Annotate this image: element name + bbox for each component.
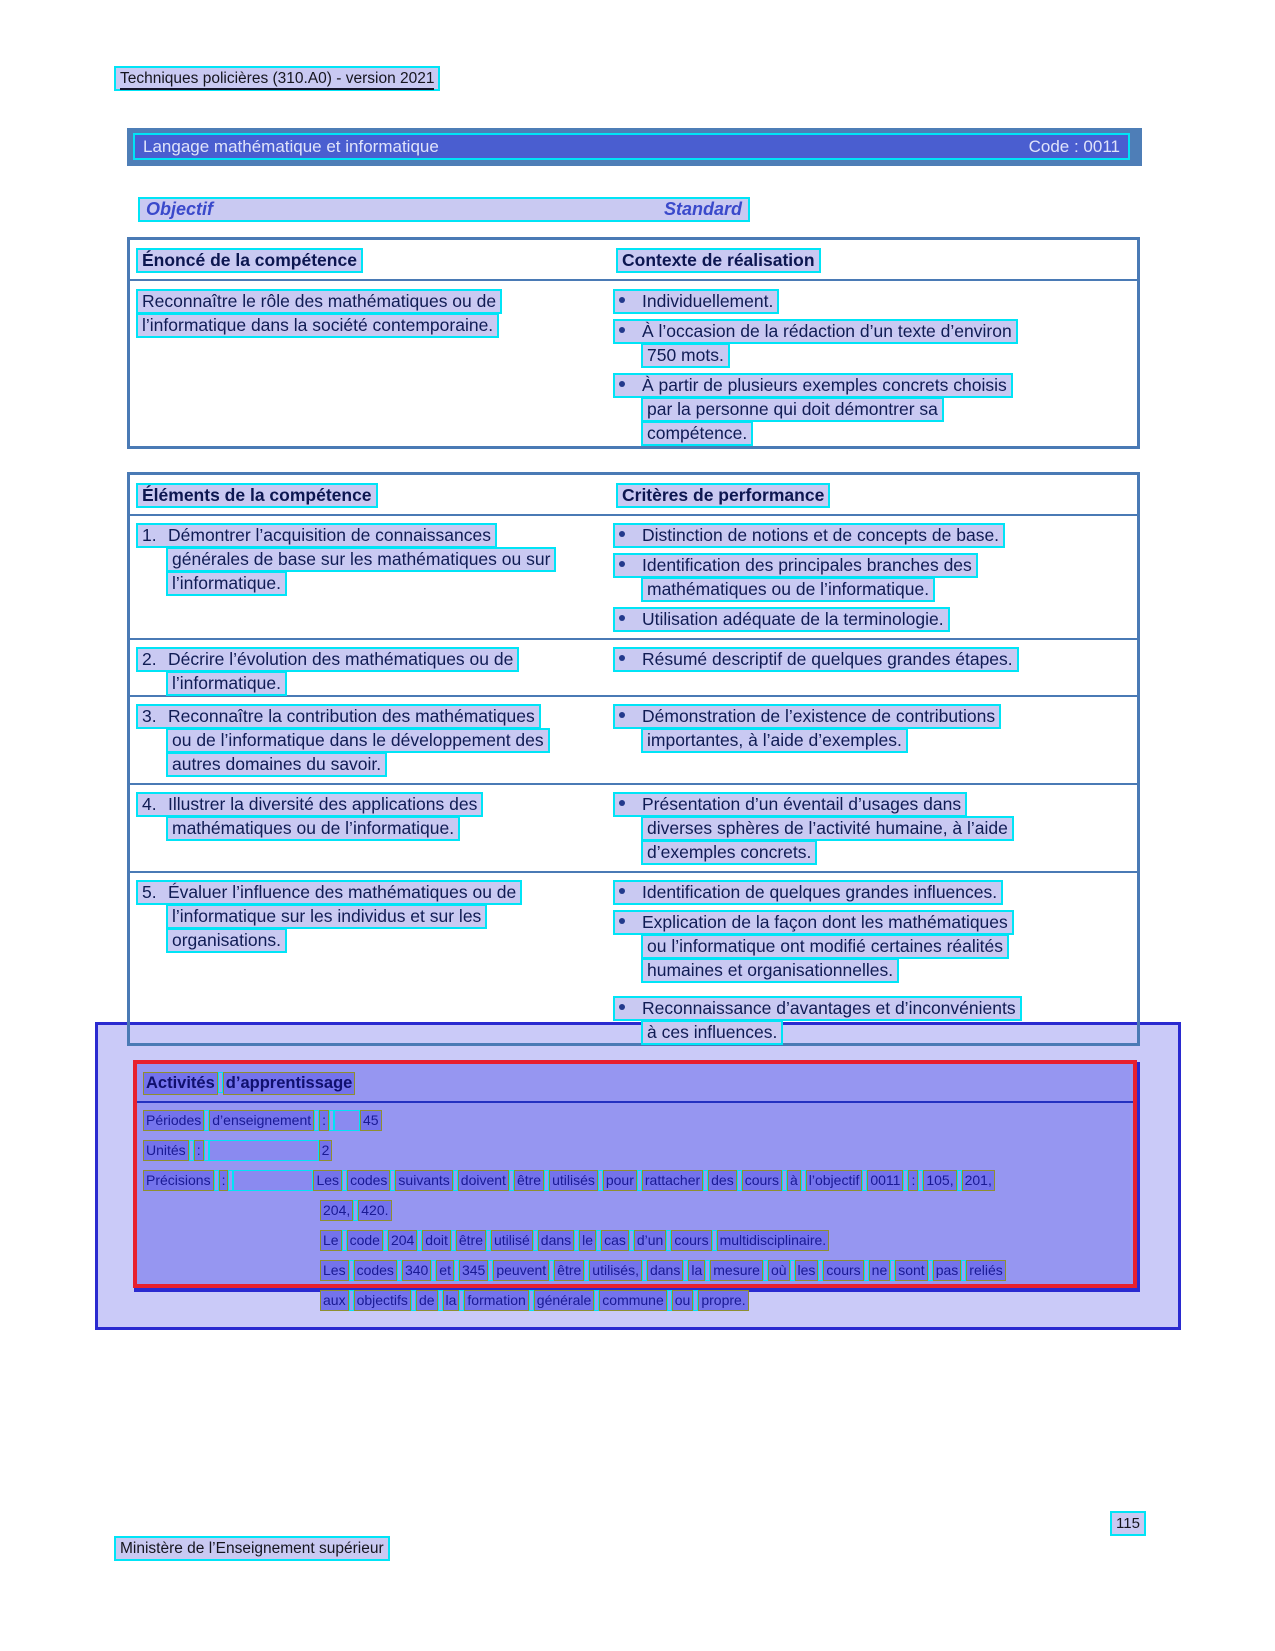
word-box: utilisés,	[589, 1260, 642, 1281]
highlighted-line: Reconnaître le rôle des mathématiques ou de	[136, 289, 502, 314]
highlighted-line: À partir de plusieurs exemples concrets choisis	[613, 373, 1013, 398]
item-number: 5.	[142, 882, 157, 902]
criteria-line	[641, 397, 1137, 421]
criteres-header: Critères de performance	[616, 483, 830, 508]
criteria-line	[613, 319, 1137, 343]
activities-cont-line	[320, 1260, 1127, 1283]
highlighted-line: d’exemples concrets.	[641, 840, 817, 865]
enonce-table-body	[130, 281, 1137, 451]
highlighted-line: 4. Illustrer la diversité des applications des	[136, 792, 483, 817]
activities-cont-line	[320, 1230, 1127, 1253]
tab-gap-box	[233, 1170, 313, 1191]
highlighted-line: l’informatique.	[166, 671, 287, 696]
criteria-line	[613, 792, 1137, 816]
highlighted-line: l’informatique sur les individus et sur les	[166, 904, 487, 929]
element-cell	[130, 523, 613, 638]
word-box: Unités	[143, 1140, 189, 1161]
activities-cont-line	[320, 1290, 1127, 1313]
activities-title	[137, 1064, 1133, 1103]
element-line	[136, 792, 613, 816]
criteria-line	[641, 1020, 1137, 1044]
criteres-header-cell	[616, 483, 1137, 508]
bullet-group	[613, 553, 1137, 601]
highlighted-line: à ces influences.	[641, 1020, 783, 1045]
criteria-line	[613, 880, 1137, 904]
criteria-line	[613, 289, 1137, 313]
word-box: code	[347, 1230, 383, 1251]
activities-cont-line	[320, 1200, 1127, 1223]
element-cell	[130, 704, 613, 783]
word-box: la	[688, 1260, 705, 1281]
word-box: pour	[603, 1170, 637, 1191]
word-box: des	[708, 1170, 737, 1191]
highlighted-line: 5. Évaluer l’influence des mathématiques ou de	[136, 880, 522, 905]
course-code: Code : 0011	[1028, 136, 1120, 156]
enonce-header: Énoncé de la compétence	[136, 248, 363, 273]
table-row	[130, 695, 1137, 783]
word-box: utilisé	[491, 1230, 533, 1251]
word-box: être	[554, 1260, 584, 1281]
footer-text: Ministère de l’Enseignement supérieur	[114, 1536, 390, 1561]
highlighted-line: Identification des principales branches des	[613, 553, 978, 578]
bullet-group	[613, 910, 1137, 982]
word-box: d’apprentissage	[223, 1072, 356, 1095]
highlighted-line: 1. Démontrer l’acquisition de connaissances	[136, 523, 497, 548]
word-box: mesure	[710, 1260, 763, 1281]
bullet-group	[613, 704, 1137, 752]
word-box: être	[514, 1170, 544, 1191]
bullet-icon	[619, 561, 625, 567]
word-box: :	[908, 1170, 918, 1191]
highlighted-line: ou de l’informatique dans le développement des	[166, 728, 550, 753]
word-box: objectifs	[354, 1290, 411, 1311]
activities-row	[143, 1170, 1127, 1193]
highlighted-line: diverses sphères de l’activité humaine, à l’aide	[641, 816, 1014, 841]
element-line	[136, 523, 613, 547]
table-row	[130, 516, 1137, 638]
elements-header: Éléments de la compétence	[136, 483, 378, 508]
bullet-icon	[619, 1004, 625, 1010]
element-line	[166, 904, 613, 928]
highlighted-line: mathématiques ou de l’informatique.	[641, 577, 935, 602]
word-box: suivants	[395, 1170, 452, 1191]
word-box: la	[443, 1290, 460, 1311]
running-header-text: Techniques policières (310.A0) - version 2021	[120, 70, 434, 90]
page-number: 115	[1110, 1511, 1146, 1536]
bullet-group	[613, 523, 1137, 547]
word-box: générale	[534, 1290, 595, 1311]
word-box: ne	[869, 1260, 891, 1281]
tab-gap-box	[334, 1110, 360, 1131]
bullet-icon	[619, 615, 625, 621]
word-box: 0011	[867, 1170, 903, 1191]
element-line	[166, 547, 613, 571]
tab-gap-box	[209, 1140, 319, 1161]
running-header	[114, 66, 440, 91]
bullet-group	[613, 647, 1137, 671]
word-box: les	[795, 1260, 819, 1281]
elements-header-cell	[136, 483, 616, 508]
criteria-line	[641, 840, 1137, 864]
highlighted-line: Individuellement.	[613, 289, 779, 314]
word-box: utilisés	[549, 1170, 598, 1191]
activities-box	[133, 1060, 1137, 1308]
criteria-line	[613, 607, 1137, 631]
criteria-line	[641, 958, 1137, 982]
highlighted-line: Présentation d’un éventail d’usages dans	[613, 792, 967, 817]
word-box: 204	[388, 1230, 417, 1251]
highlighted-line: Reconnaissance d’avantages et d’inconvénients	[613, 996, 1022, 1021]
word-box: 201,	[962, 1170, 995, 1191]
highlighted-line: Résumé descriptif de quelques grandes étapes.	[613, 647, 1019, 672]
separator-box: :	[194, 1140, 204, 1161]
criteria-cell	[613, 647, 1137, 695]
word-box: pas	[933, 1260, 962, 1281]
competence-statement	[130, 289, 613, 451]
highlighted-line: Distinction de notions et de concepts de base.	[613, 523, 1005, 548]
criteria-line	[641, 577, 1137, 601]
word-box: 345	[459, 1260, 488, 1281]
word-box: 204,	[320, 1200, 353, 1221]
word-box: commune	[599, 1290, 666, 1311]
word-box: le	[579, 1230, 596, 1251]
criteria-line	[613, 373, 1137, 397]
table-row	[130, 783, 1137, 871]
word-box: et	[436, 1260, 454, 1281]
highlighted-line: mathématiques ou de l’informatique.	[166, 816, 460, 841]
word-box: sont	[895, 1260, 927, 1281]
highlighted-line: l’informatique dans la société contemporaine.	[136, 313, 499, 338]
criteria-line	[613, 647, 1137, 671]
separator-box: :	[219, 1170, 229, 1191]
criteria-line	[613, 553, 1137, 577]
activities-row	[143, 1140, 1127, 1163]
word-box: reliés	[966, 1260, 1005, 1281]
bullet-icon	[619, 712, 625, 718]
criteria-line	[613, 704, 1137, 728]
title-banner	[127, 128, 1142, 166]
highlighted-line: Explication de la façon dont les mathématiques	[613, 910, 1014, 935]
elements-table-header	[130, 475, 1137, 516]
highlighted-line: 2. Décrire l’évolution des mathématiques ou de	[136, 647, 519, 672]
bullet-group	[613, 792, 1137, 864]
element-line	[136, 704, 613, 728]
word-box: 340	[402, 1260, 431, 1281]
word-box: où	[768, 1260, 790, 1281]
word-box: dans	[647, 1260, 683, 1281]
item-number: 1.	[142, 525, 157, 545]
highlighted-line: importantes, à l’aide d’exemples.	[641, 728, 908, 753]
criteria-line	[613, 996, 1137, 1020]
criteria-line	[641, 816, 1137, 840]
bullet-icon	[619, 297, 625, 303]
title-banner-highlight	[133, 133, 1130, 160]
highlighted-line: compétence.	[641, 421, 753, 446]
criteria-cell	[613, 523, 1137, 638]
course-title: Langage mathématique et informatique	[143, 136, 439, 156]
word-box: Les	[320, 1260, 349, 1281]
table-row	[130, 638, 1137, 695]
word-box: 45	[360, 1110, 382, 1131]
item-number: 2.	[142, 649, 157, 669]
element-line	[166, 816, 613, 840]
highlighted-line: Démonstration de l’existence de contributions	[613, 704, 1001, 729]
contexte-header-cell	[616, 248, 1137, 273]
section-headings	[138, 197, 750, 222]
bullet-group	[613, 373, 1137, 445]
criteria-cell	[613, 704, 1137, 783]
word-box: d’un	[634, 1230, 666, 1251]
activities-row	[143, 1110, 1127, 1133]
highlighted-line: organisations.	[166, 928, 287, 953]
word-box: Les	[313, 1170, 342, 1191]
highlighted-line: humaines et organisationnelles.	[641, 958, 899, 983]
bullet-icon	[619, 918, 625, 924]
criteria-cell	[613, 792, 1137, 871]
highlighted-line: l’informatique.	[166, 571, 287, 596]
criteria-line	[641, 934, 1137, 958]
word-box: aux	[320, 1290, 349, 1311]
item-number: 4.	[142, 794, 157, 814]
criteria-line	[641, 343, 1137, 367]
word-box: cours	[742, 1170, 782, 1191]
statement-line	[136, 313, 613, 337]
word-box: Le	[320, 1230, 342, 1251]
highlighted-line: Utilisation adéquate de la terminologie.	[613, 607, 950, 632]
word-box: à	[787, 1170, 801, 1191]
bullet-group	[613, 996, 1137, 1044]
highlighted-line: autres domaines du savoir.	[166, 752, 387, 777]
bullet-group	[613, 319, 1137, 367]
highlighted-line: À l’occasion de la rédaction d’un texte d’environ	[613, 319, 1018, 344]
highlighted-line: par la personne qui doit démontrer sa	[641, 397, 944, 422]
criteria-line	[641, 421, 1137, 445]
bullet-icon	[619, 655, 625, 661]
contexte-header: Contexte de réalisation	[616, 248, 821, 273]
statement-line	[136, 289, 613, 313]
bullet-group	[613, 607, 1137, 631]
highlighted-line: Identification de quelques grandes influences.	[613, 880, 1003, 905]
standard-heading: Standard	[663, 199, 742, 219]
bullet-group	[613, 880, 1137, 904]
word-box: 420.	[358, 1200, 391, 1221]
word-box: propre.	[698, 1290, 748, 1311]
enonce-header-cell	[136, 248, 616, 273]
word-box: peuvent	[493, 1260, 549, 1281]
word-box: doit	[422, 1230, 451, 1251]
objectif-heading: Objectif	[146, 199, 214, 219]
word-box: ou	[672, 1290, 694, 1311]
word-box: cas	[601, 1230, 629, 1251]
enonce-table-header	[130, 240, 1137, 281]
element-line	[166, 728, 613, 752]
element-line	[166, 928, 613, 952]
highlighted-line: générales de base sur les mathématiques ou sur	[166, 547, 556, 572]
elements-table-body	[130, 516, 1137, 1050]
word-box: de	[416, 1290, 438, 1311]
element-line	[166, 571, 613, 595]
activities-rows	[137, 1103, 1133, 1313]
word-box: Précisions	[143, 1170, 214, 1191]
criteria-line	[613, 910, 1137, 934]
table-row	[130, 871, 1137, 1050]
realisation-context	[613, 289, 1137, 451]
element-cell	[130, 880, 613, 1050]
word-box: 2	[319, 1140, 333, 1161]
word-box: cours	[671, 1230, 711, 1251]
word-box: Activités	[143, 1072, 218, 1095]
bullet-icon	[619, 327, 625, 333]
word-box: Périodes	[143, 1110, 204, 1131]
element-line	[136, 647, 613, 671]
word-box: dans	[538, 1230, 574, 1251]
criteria-line	[613, 523, 1137, 547]
elements-table	[127, 472, 1140, 1046]
word-box: multidisciplinaire.	[717, 1230, 830, 1251]
highlighted-line: 3. Reconnaître la contribution des mathématiques	[136, 704, 541, 729]
bullet-icon	[619, 888, 625, 894]
item-number: 3.	[142, 706, 157, 726]
criteria-line	[641, 728, 1137, 752]
word-box: codes	[354, 1260, 397, 1281]
word-box: cours	[823, 1260, 863, 1281]
word-box: formation	[464, 1290, 528, 1311]
word-box: 105,	[923, 1170, 956, 1191]
word-box: doivent	[458, 1170, 509, 1191]
highlighted-line: ou l’informatique ont modifié certaines réalités	[641, 934, 1009, 959]
criteria-cell	[613, 880, 1137, 1050]
element-cell	[130, 647, 613, 695]
highlighted-line: 750 mots.	[641, 343, 730, 368]
element-cell	[130, 792, 613, 871]
word-box: codes	[347, 1170, 390, 1191]
separator-box: :	[319, 1110, 329, 1131]
word-box: rattacher	[642, 1170, 703, 1191]
element-line	[166, 752, 613, 776]
bullet-icon	[619, 800, 625, 806]
bullet-icon	[619, 381, 625, 387]
element-line	[166, 671, 613, 695]
element-line	[136, 880, 613, 904]
word-box: d’enseignement	[209, 1110, 314, 1131]
bullet-group	[613, 289, 1137, 313]
word-box: l’objectif	[806, 1170, 863, 1191]
word-box: être	[456, 1230, 486, 1251]
bullet-icon	[619, 531, 625, 537]
enonce-table	[127, 237, 1140, 449]
